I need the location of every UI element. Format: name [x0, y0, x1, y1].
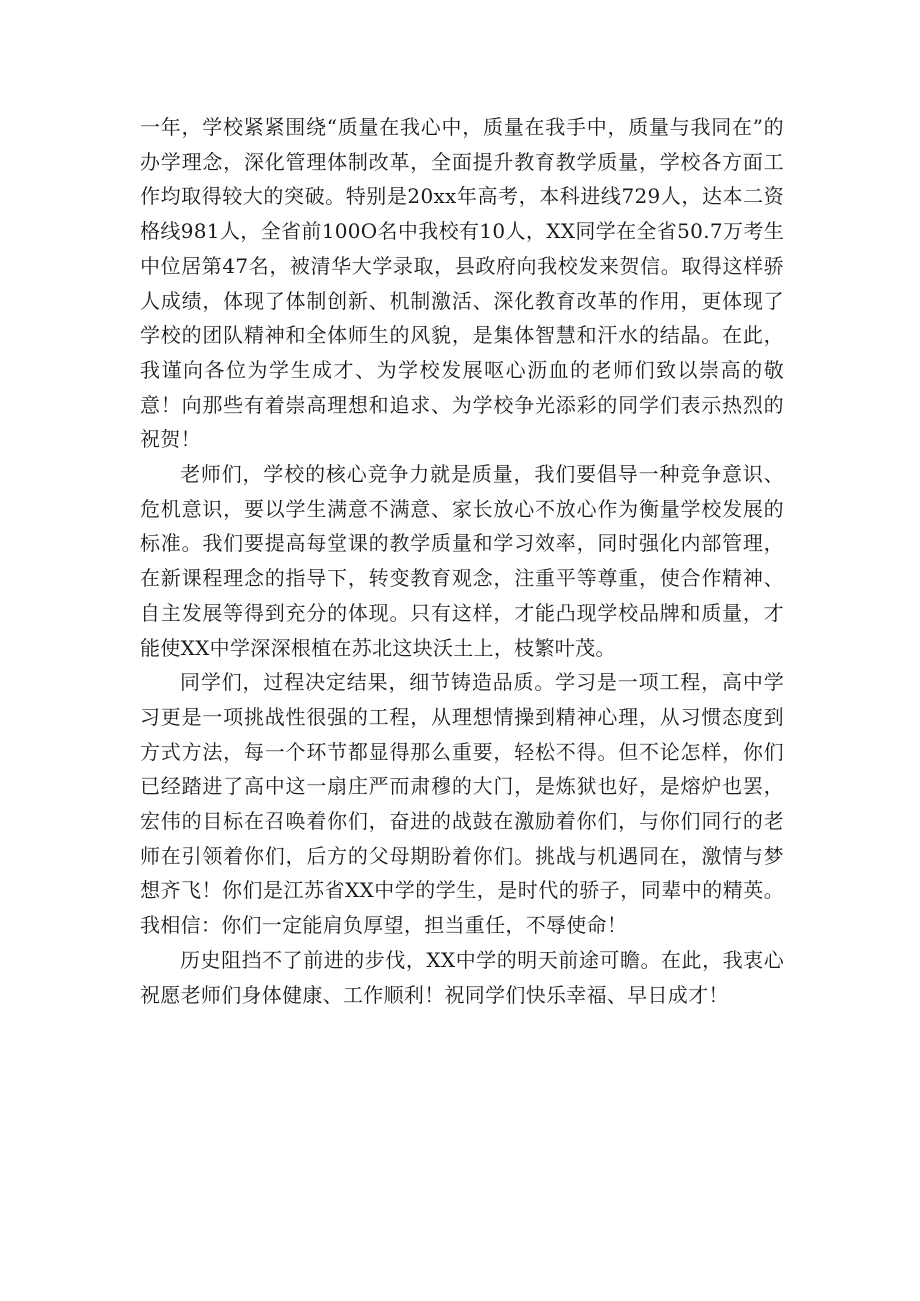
paragraph-closing: 历史阻挡不了前进的步伐，XX中学的明天前途可瞻。在此，我衷心祝愿老师们身体健康、工作顺利！祝同学们快乐幸福、早日成才！ [140, 947, 784, 1007]
paragraph-achievements: 一年，学校紧紧围绕“质量在我心中，质量在我手中，质量与我同在”的办学理念，深化管理体制改革，全面提升教育教学质量，学校各方面工作均取得较大的突破。特别是20xx年高考，本科进线729人，达本二资格线981人，全省前100O名中我校有10人，XX同学在全省50.7万考生中位居第47名，被清华大学录取，县政府向我校发来贺信。取得这样骄人成绩，体现了体制创新、机制激活、深化教育改革的作用，更体现了学校的团队精神和全体师生的风貌，是集体智慧和汗水的结晶。在此，我谨向各位为学生成才、为学校发展呕心沥血的老师们致以崇高的敬意！向那些有着崇高理想和追求、为学校争光添彩的同学们表示热烈的祝贺！ [140, 115, 784, 452]
document-body [140, 110, 784, 1012]
paragraph-students: 同学们，过程决定结果，细节铸造品质。学习是一项工程，高中学习更是一项挑战性很强的工程，从理想情操到精神心理，从习惯态度到方式方法，每一个环节都显得那么重要，轻松不得。但不论怎样，你们已经踏进了高中这一扇庄严而肃穆的大门，是炼狱也好，是熔炉也罢，宏伟的目标在召唤着你们，奋进的战鼓在激励着你们，与你们同行的老师在引领着你们，后方的父母期盼着你们。挑战与机遇同在，激情与梦想齐飞！你们是江苏省XX中学的学生，是时代的骄子，同辈中的精英。我相信：你们一定能肩负厚望，担当重任，不辱使命！ [140, 670, 784, 938]
paragraph-teachers: 老师们，学校的核心竞争力就是质量，我们要倡导一种竞争意识、危机意识，要以学生满意不满意、家长放心不放心作为衡量学校发展的标准。我们要提高每堂课的教学质量和学习效率，同时强化内部管理，在新课程理念的指导下，转变教育观念，注重平等尊重，使合作精神、自主发展等得到充分的体现。只有这样，才能凸现学校品牌和质量，才能使XX中学深深根植在苏北这块沃土上，枝繁叶茂。 [140, 462, 784, 660]
